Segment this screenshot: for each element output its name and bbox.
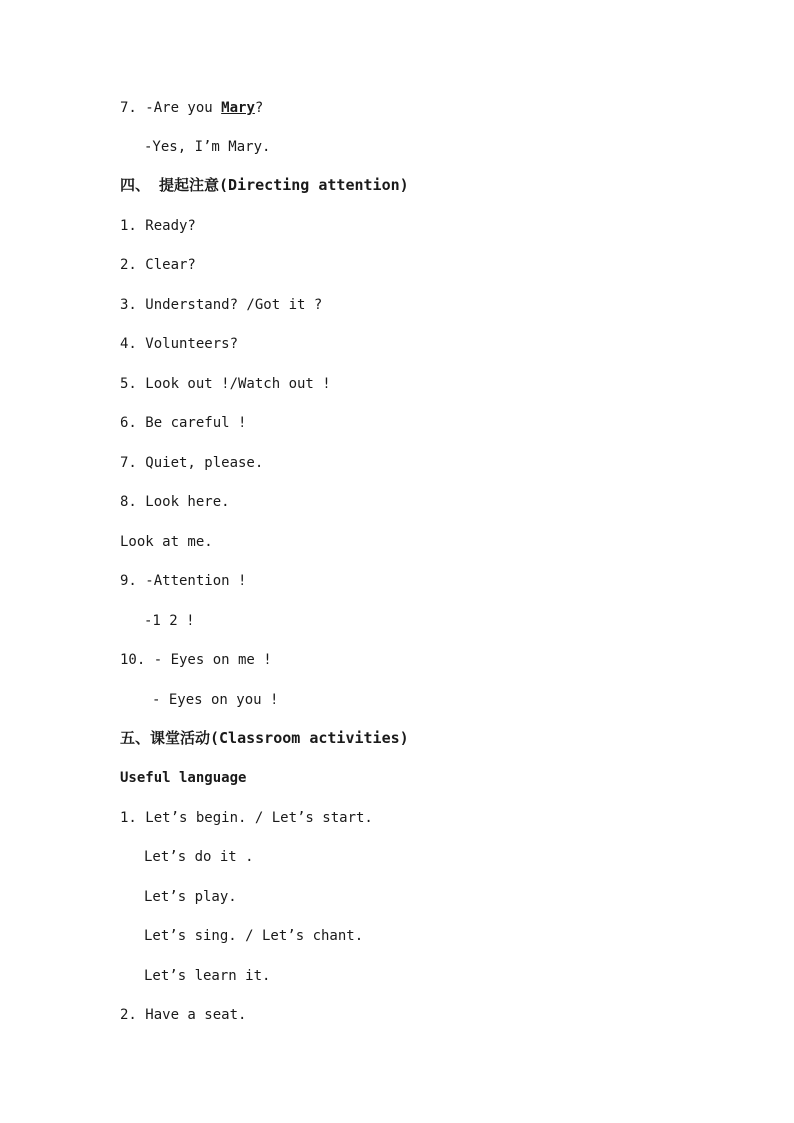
activity-item-1b: Let’s do it . [144,849,254,865]
directing-item-9: 9. -Attention ! [120,573,247,589]
directing-item-3: 3. Understand? /Got it ? [120,297,323,313]
directing-item-8: 8. Look here. [120,494,230,510]
directing-item-7: 7. Quiet, please. [120,455,264,471]
item7-question [120,99,263,117]
activity-item-1e: Let’s learn it. [144,968,271,984]
directing-item-9-reply: -1 2 ! [144,613,195,629]
activity-item-2: 2. Have a seat. [120,1007,247,1023]
directing-item-2: 2. Clear? [120,257,196,273]
item7-question-suffix: ? [254,100,264,116]
directing-item-1: 1. Ready? [120,218,196,234]
section5-heading: 五、课堂活动(Classroom activities) [120,729,409,747]
activity-item-1c: Let’s play. [144,889,237,905]
directing-item-4: 4. Volunteers? [120,336,239,352]
activity-item-1d: Let’s sing. / Let’s chant. [144,928,364,944]
directing-item-10: 10. - Eyes on me ! [120,652,272,668]
item7-question-prefix: 7. -Are you [120,100,222,116]
useful-language-heading: Useful language [120,770,247,786]
directing-item-6: 6. Be careful ! [120,415,247,431]
directing-item-10-reply: - Eyes on you ! [152,692,279,708]
directing-item-5: 5. Look out !/Watch out ! [120,376,331,392]
activity-item-1: 1. Let’s begin. / Let’s start. [120,810,373,826]
section4-heading: 四、 提起注意(Directing attention) [120,176,409,194]
item7-answer: -Yes, I’m Mary. [144,139,271,155]
emphasized-name: Mary [221,100,255,116]
directing-item-8b: Look at me. [120,534,213,550]
